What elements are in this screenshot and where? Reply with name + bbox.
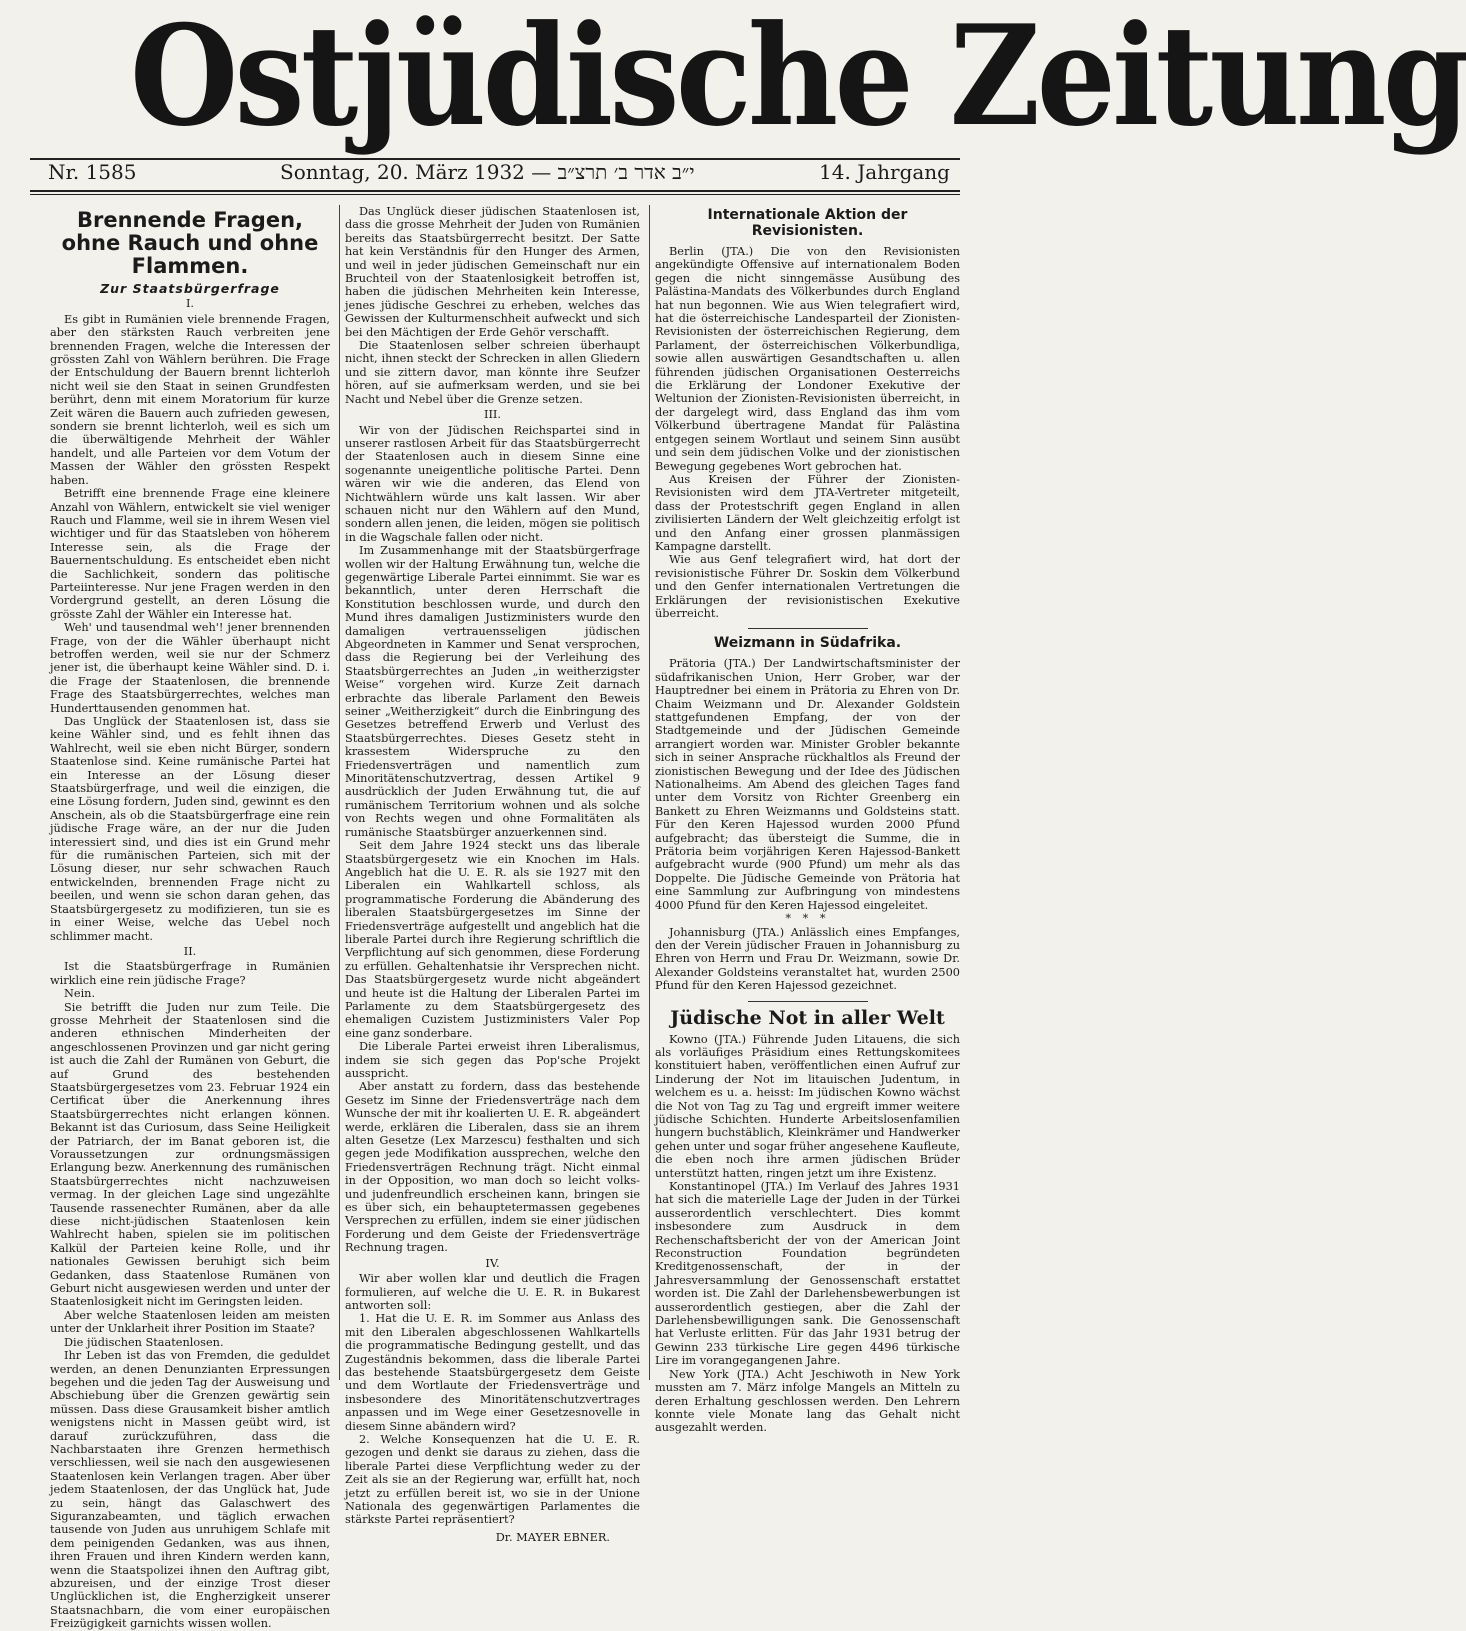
column-rule-2 (649, 205, 650, 1380)
article-headline: Brennende Fragen, ohne Rauch und ohne Flammen. (61, 208, 319, 278)
masthead-rule-bottom-thin (30, 194, 960, 195)
column-right (655, 205, 960, 1435)
paragraph: 2. Welche Konsequenzen hat die U. E. R. gezogen und denkt sie daraus zu ziehen, dass die liberale Partei diese Verpflichtung weder zu der Zeit als sie an der Regierung war, erfüllt hat, noch jetzt zu erfüllen bereit ist, wo sie in der Unione Nationala des gegenwärtigen Parlamentes die stärkste Partei repräsentiert? (345, 1432, 640, 1527)
author-signature: Dr. MAYER EBNER. (495, 1530, 610, 1544)
dateline (30, 160, 960, 188)
paragraph: Prätoria (JTA.) Der Landwirtschaftsminister der südafrikanischen Union, Herr Grober, war der Hauptredner bei einem in Prätoria zu Ehren von Dr. Chaim Weizmann und Dr. Alexander Goldstein stattgefundenen Empfang, der von der Stadtgemeinde und der Jüdischen Gemeinde arrangiert worden war. Minister Grobler bekannte sich in seiner Ansprache rückhaltlos als Freund der zionistischen Bewegung und der Idee des Jüdischen Nationalheims. Am Abend des gleichen Tages fand unter dem Vorsitz von Richter Greenberg ein Bankett zu Ehren Weizmanns und Goldsteins statt. Für den Keren Hajessod wurden 2000 Pfund aufgebracht; das übersteigt die Summe, die in Prätoria beim vorjährigen Keren Hajessod-Bankett aufgebracht wurde (900 Pfund) um mehr als das Doppelte. Die Jüdische Gemeinde von Prätoria hat eine Sammlung zur Aufbringung von mindestens 4000 Pfund für den Keren Hajessod eingeleitet. (655, 657, 960, 912)
separator (748, 1001, 868, 1002)
issue-number: Nr. 1585 (48, 160, 137, 184)
paragraph: Die Staatenlosen selber schreien überhaupt nicht, ihnen steckt der Schrecken in allen Gliedern und sie zittern davor, man könnte ihre Seufzer hören, auf sie aufmerksam werden, und sie bei Nacht und Nebel über die Grenze setzen. (345, 339, 640, 406)
paragraph: Johannisburg (JTA.) Anlässlich eines Empfanges, den der Verein jüdischer Frauen in Johannisburg zu Ehren von Herrn und Frau Dr. Weizmann, sowie Dr. Alexander Goldsteins veranstaltet hat, wurden 2500 Pfund für den Keren Hajessod gezeichnet. (655, 925, 960, 993)
separator (748, 628, 868, 629)
paragraph: Berlin (JTA.) Die von den Revisionisten angekündigte Offensive auf internationalem Boden gegen die nicht sinngemässe Ausübung des Palästina-Mandats des Völkerbundes durch England hat nun begonnen. Wie aus Wien telegrafiert wird, hat die österreichische Landesparteil der Zionisten-Revisionisten der österreichischen Regierung, dem Parlament, der österreichischen Völkerbundliga, sowie allen auswärtigen Gesandtschaften u. allen führenden jüdischen Organisationen Oesterreichs die Erklärung der Londoner Exekutive der Weltunion der Zionisten-Revisionisten überreicht, in der dargelegt wird, dass England das ihm vom Völkerbund übertragene Mandat für Palästina entgegen seinem Wortlaut und seinem Sinn ausübt und sein dem jüdischen Volke und der zionistischen Bewegung gegebenes Wort gebrochen hat. (655, 245, 960, 473)
news-headline-revisionists: Internationale Aktion der Revisionisten. (707, 207, 908, 239)
article-subheadline: Zur Staatsbürgerfrage (100, 281, 280, 296)
paragraph: Wir aber wollen klar und deutlich die Fragen formulieren, auf welche die U. E. R. in Bukarest antworten soll: (345, 1272, 640, 1312)
paragraph: Kowno (JTA.) Führende Juden Litauens, die sich als vorläufiges Präsidium eines Rettungskomitees konstituiert haben, veröffentlichen einen Aufruf zur Linderung der Not im litauischen Judentum, in welchem es u. a. heisst: Im jüdischen Kowno wächst die Not von Tag zu Tag und ergreift immer weitere jüdische Schichten. Hunderte Arbeitslosenfamilien hungern buchstäblich, Kleinkrämer und Handwerker gehen unter und sogar früher angesehene Kaufleute, die eben noch ihre armen jüdischen Brüder unterstützt hatten, ringen jetzt um ihre Existenz. (655, 1032, 960, 1180)
masthead-rule-bottom (30, 190, 960, 192)
paragraph: Aber anstatt zu fordern, dass das bestehende Gesetz im Sinne der Friedensverträge nach dem Wunsche der mit ihr koalierten U. E. R. abgeändert werde, erklären die Liberalen, dass sie an ihrem alten Gesetze (Lex Marzescu) festhalten und sich gegen jede Modifikation aussprechen, welche den Friedensverträgen Rechnung trägt. Nicht einmal in der Opposition, wo man doch so leicht volks- und judenfreundlich erscheinen kann, bringen sie es über sich, ein behauptetermassen gegebenes Versprechen zu erfüllen, indem sie einer jüdischen Forderung und dem Geiste der Friedensverträge Rechnung tragen. (345, 1080, 640, 1255)
paragraph: Weh' und tausendmal weh'! jener brennenden Frage, von der die Wähler überhaupt nicht betroffen werden, weil sie nur der Schmerz jener ist, die überhaupt keine Wähler sind. D. i. die Frage der Staatenlosen, die brennende Frage des Staatsbürgerrechtes, welches man Hunderttausenden genommen hat. (50, 621, 330, 715)
newspaper-title: Ostjüdische Zeitung (130, 0, 1466, 157)
volume-year: 14. Jahrgang (819, 160, 950, 184)
paragraph: Seit dem Jahre 1924 steckt uns das liberale Staatsbürgergesetz wie ein Knochen im Hals. Angeblich hat die U. E. R. als sie 1927 mit den Liberalen ein Wahlkartell schloss, als programmatische Forderung die Abänderung des liberalen Staatsbürgergesetzes im Sinne der Friedensverträge aufgestellt und angeblich hat die liberale Partei durch ihre Regierung schriftlich die Verpflichtung auf sich genommen, diese Forderung zu erfüllen. Gehaltenhatsie ihr Versprechen nicht. Das Staatsbürgergesetz wurde nicht abgeändert und heute ist die Haltung der Liberalen Partei im Parlamente zu dem Staatsbürgergesetz des ehemaligen Cuzistem Justizministers Valer Pop eine ganz sonderbare. (345, 839, 640, 1040)
news-headline-weizmann: Weizmann in Südafrika. (713, 635, 902, 652)
paragraph: Die jüdischen Staatenlosen. (64, 1335, 224, 1349)
paragraph: 1. Hat die U. E. R. im Sommer aus Anlass des mit den Liberalen abgeschlossenen Wahlkartells die programmatische Bedingung gestellt, und das Zugeständnis bekommen, dass die liberale Partei das bestehende Staatsbürgergesetz dem Geiste und dem Wortlaute der Friedensverträge und insbesondere des Minoritätenschutzvertrages anpassen und im Wege einer Gesetzesnovelle in diesem Sinne abändern wird? (345, 1312, 640, 1433)
paragraph: Die Liberale Partei erweist ihren Liberalismus, indem sie sich gegen das Pop'sche Projekt ausspricht. (345, 1040, 640, 1080)
paragraph: Nein. (64, 987, 96, 1001)
masthead (0, 0, 1466, 160)
paragraph: New York (JTA.) Acht Jeschiwoth in New York mussten am 7. März infolge Mangels an Mitteln zu deren Erhaltung geschlossen werden. Den Lehrern konnte viele Monate lang das Gehalt nicht ausgezahlt werden. (655, 1367, 960, 1435)
paragraph: Konstantinopel (JTA.) Im Verlauf des Jahres 1931 hat sich die materielle Lage der Juden in der Türkei ausserordentlich verschlechtert. Dies kommt insbesondere zum Ausdruck in dem Rechenschaftsbericht der von der American Joint Reconstruction Foundation begründeten Kreditgenossenschaft, der in der Jahresversammlung der Genossenschaft erstattet worden ist. Die Zahl der Darlehensbewerbungen ist ausserordentlich gestiegen, aber die Zahl der Darlehensbewilligungen sank. Die Genossenschaft hat Verluste erlitten. Für das Jahr 1931 betrug der Gewinn 233 türkische Lire gegen 4496 türkische Lire im vorangegangenen Jahre. (655, 1180, 960, 1368)
paragraph: Betrifft eine brennende Frage eine kleinere Anzahl von Wählern, entwickelt sie viel weniger Rauch und Flamme, weil sie in ihrem Wesen viel wichtiger und für das Staatsleben von höherem Interesse sein, als die Frage der Bauernentschuldung. Es entscheidet eben nicht die Sachlichkeit, sondern das politische Parteiinteresse. Nur jene Fragen werden in den Vordergrund gestellt, an deren Lösung die grösste Zahl der Wähler ein Interesse hat. (50, 487, 330, 621)
paragraph: Sie betrifft die Juden nur zum Teile. Die grosse Mehrheit der Staatenlosen sind die anderen ethnischen Minderheiten der angeschlossenen Provinzen und gar nicht gering ist auch die Zahl der Rumänen von Geburt, die auf Grund des bestehenden Staatsbürgergesetzes vom 23. Februar 1924 ein Certificat über die Anerkennung ihres Staatsbürgerrechtes nicht erlangen können. Bekannt ist das Curiosum, dass Seine Heiligkeit der Patriarch, der im Banat geboren ist, die Voraussetzungen zur ordnungsmässigen Erlangung bezw. Anerkennung des rumänischen Staatsbürgerrechtes nicht nachzuweisen vermag. In der gleichen Lage sind ungezählte Tausende rassenechter Rumänen, aber da alle diese nicht-jüdischen Staatenlosen kein Wahlrecht haben, spielen sie im politischen Kalkül der Parteien keine Rolle, und ihr nationales Gewissen beruhigt sich beim Gedanken, dass Staatenlose Rumänen von Geburt nicht ausgewiesen werden und unter der Staatenlosigkeit nicht im Geringsten leiden. (50, 1000, 330, 1309)
section-numeral: IV. (485, 1256, 500, 1270)
column-left (50, 205, 330, 1631)
paragraph: Ist die Staatsbürgerfrage in Rumänien wirklich eine rein jüdische Frage? (50, 960, 330, 987)
section-numeral: III. (484, 408, 501, 422)
section-numeral: II. (183, 944, 197, 958)
issue-date: Sonntag, 20. März 1932 — י״ב אדר ב׳ תרצ״ב (280, 160, 695, 184)
paragraph: Im Zusammenhange mit der Staatsbürgerfrage wollen wir der Haltung Erwähnung tun, welche die gegenwärtige Liberale Partei einnimmt. Sie war es bekanntlich, unter deren Herrschaft die Konstitution beschlossen wurde, und durch den Mund ihres damaligen Justizministers wurde den damaligen vertrauensseligen jüdischen Abgeordneten in Kammer und Senat versprochen, dass die Regierung bei der Verleihung des Staatsbürgerrechtes an Juden „in weitherzigster Weise“ vorgehen wird. Kurze Zeit darnach erbrachte das liberale Parlament den Beweis seiner „Weitherzigkeit“ durch die Einbringung des Gesetzes betreffend Erwerb und Verlust des Staatsbürgerrechtes. Dieses Gesetz steht in krassestem Widerspruche zu den Friedensverträgen und namentlich zum Minoritätenschutzvertrag, dessen Artikel 9 ausdrücklich der Juden Erwähnung tut, die auf rumänischem Territorium wohnen und als solche von Rechts wegen und ohne Formalitäten als rumänische Staatsbürger anzuerkennen sind. (345, 544, 640, 839)
paragraph: Aus Kreisen der Führer der Zionisten-Revisionisten wird dem JTA-Vertreter mitgeteilt, dass der Protestschrift gegen England in allen zivilisierten Ländern der Welt gleichzeitig erfolgt ist und den Anfang einer grossen planmässigen Kampagne darstellt. (655, 472, 960, 553)
paragraph: Es gibt in Rumänien viele brennende Fragen, aber den stärksten Rauch verbreiten jene brennenden Fragen, welche die Interessen der grössten Zahl von Wählern berühren. Die Frage der Entschuldung der Bauern brennt lichterloh nicht weil sie den Staat in seinen Grundfesten berührt, denn mit einem Moratorium für kurze Zeit wären die Bauern auch zufrieden gewesen, sondern sie brennt lichterloh, weil es sich um die überwältigende Mehrheit der Wähler handelt, und alle Parteien vor dem Votum der Massen der Wähler den grössten Respekt haben. (50, 312, 330, 487)
column-middle (345, 205, 640, 1544)
paragraph: Aber welche Staatenlosen leiden am meisten unter der Unklarheit ihrer Position im Staate? (50, 1308, 330, 1336)
column-rule-1 (339, 205, 340, 1380)
section-numeral: I. (185, 297, 195, 311)
separator-stars: * * * (785, 912, 830, 926)
paragraph: Das Unglück dieser jüdischen Staatenlosen ist, dass die grosse Mehrheit der Juden von Rumänien bereits das Staatsbürgerrecht besitzt. Der Satte hat kein Verständnis für den Hunger des Armen, und weil in jeder jüdischen Gemeinschaft nur ein Bruchteil von der Staatenlosigkeit betroffen ist, haben die jüdischen Mehrheiten kein Interesse, jenes jüdische Geschrei zu erheben, welches das Gewissen der Kulturmenschheit aufweckt und sich bei den Mächtigen der Erde Gehör verschafft. (345, 205, 640, 339)
news-headline-juedische-not: Jüdische Not in aller Welt (670, 1006, 945, 1029)
paragraph: Wie aus Genf telegrafiert wird, hat dort der revisionistische Führer Dr. Soskin dem Völkerbund und den Genfer internationalen Vertretungen die Erklärungen der revisionistischen Exekutive überreicht. (655, 553, 960, 620)
paragraph: Wir von der Jüdischen Reichspartei sind in unserer rastlosen Arbeit für das Staatsbürgerrecht der Staatenlosen auch in diesem Sinne eine sogenannte uneigentliche politische Partei. Denn wären wir wie die anderen, das Elend von Nichtwählern würde uns kalt lassen. Wir aber schauen nicht nur den Wählern auf den Mund, sondern allen jenen, die leiden, mögen sie politisch in die Wagschale fallen oder nicht. (345, 423, 640, 544)
paragraph: Das Unglück der Staatenlosen ist, dass sie keine Wähler sind, und es fehlt ihnen das Wahlrecht, weil sie eben nicht Bürger, sondern Staatenlose sind. Keine rumänische Partei hat ein Interesse an der Lösung dieser Staatsbürgerfrage, und weil die einzigen, die eine Lösung fordern, Juden sind, gewinnt es den Anschein, als ob die Staatsbürgerfrage eine rein jüdische Frage wäre, an der nur die Juden interessiert sind, und dies ist ein Grund mehr für die rumänischen Parteien, sich mit der Lösung dieser, nur sehr schwachen Rauch entwickelnden, brennenden Frage nicht zu beeilen, und wenn sie schon daran gehen, das Staatsbürgergesetz zu modifizieren, tun sie es in einer Weise, welche das Uebel noch schlimmer macht. (50, 715, 330, 943)
paragraph: Ihr Leben ist das von Fremden, die geduldet werden, an denen Denunzianten Erpressungen begehen und die jeden Tag der Ausweisung und Abschiebung über die Grenzen gewärtig sein müssen. Dass diese Grausamkeit bisher amtlich wenigstens nicht in Massen geübt wird, ist darauf zurückzuführen, dass die Nachbarstaaten ihre Grenzen hermethisch verschliessen, weil sie nach den ausgewiesenen Staatenlosen kein Verlangen tragen. Aber über jedem Staatenlosen, der das Unglück hat, Jude zu sein, hängt das Galaschwert des Siguranzabeamten, und täglich erwachen tausende von Juden aus unruhigem Schlafe mit dem peinigenden Gedanken, was aus ihnen, ihren Frauen und ihren Kindern werden kann, wenn die Staatspolizei ihnen den Auftrag gibt, abzureisen, und der einzige Trost dieser Unglücklichen ist, die Engherzigkeit unserer Staatsnachbarn, die vom einer europäischen Freizügigkeit garnichts wissen wollen. (50, 1349, 330, 1631)
